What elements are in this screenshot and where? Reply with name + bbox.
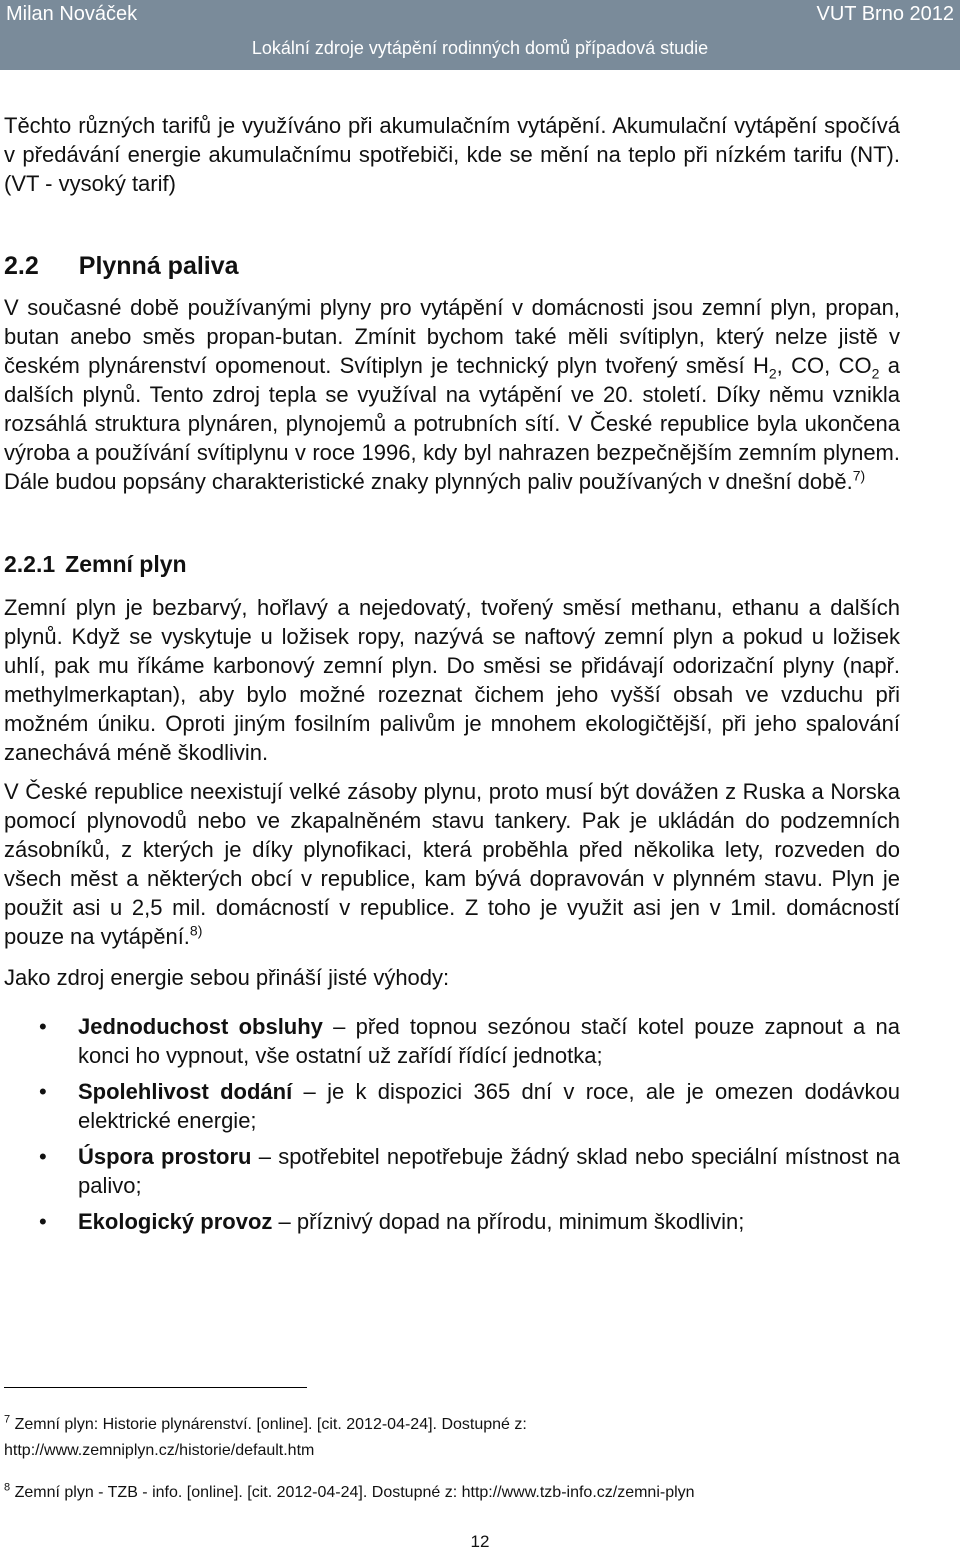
footnote-separator [4, 1387, 307, 1388]
section-paragraph [4, 293, 900, 496]
subsection-title: Zemní plyn [65, 551, 187, 577]
page-header [0, 0, 960, 70]
bullet-icon: • [39, 1014, 47, 1039]
page-body [4, 111, 900, 1243]
list-item-text: – příznivý dopad na přírodu, minimum škodlivin; [272, 1209, 745, 1234]
subsection-paragraph-1: Zemní plyn je bezbarvý, hořlavý a nejedovatý, tvořený směsí methanu, ethanu a dalších plynů. Když se vyskytuje u ložisek ropy, nazývá se naftový zemní plyn a pokud u ložisek uhlí, pak mu říkáme karbonový zemní plyn. Do směsi se přidávají odorizační plyny (např. methylmerkaptan), aby bylo možné rozeznat čichem jeho vyšší obsah ve vzduchu při možném úniku. Oproti jiným fosilním palivům je mnohem ekologičtější, při jeho spalování zanechává méně škodlivin. [4, 595, 900, 765]
footnote-mark: 7 [4, 1413, 11, 1426]
intro-paragraph: Těchto různých tarifů je využíváno při akumulačním vytápění. Akumulační vytápění spočívá v předávání energie akumulačnímu spotřebiči, kde se mění na teplo při nízkém tarifu (NT). (VT - vysoký tarif) [4, 113, 900, 196]
footnote-text: Zemní plyn: Historie plynárenství. [online]. [cit. 2012-04-24]. Dostupné z: [10, 1416, 527, 1433]
bullet-icon: • [39, 1209, 47, 1234]
page-number: 12 [470, 1532, 490, 1551]
header-subtitle: Lokální zdroje vytápění rodinných domů případová studie [251, 38, 709, 58]
list-item [4, 1077, 900, 1135]
list-item-term: Ekologický provoz [78, 1209, 273, 1234]
list-item-term: Jednoduchost obsluhy [78, 1014, 323, 1039]
section-text-part-2: , CO, CO [776, 353, 872, 378]
footnote-ref-7: 7) [852, 467, 866, 484]
footnote-text: Zemní plyn - TZB - info. [online]. [cit. 2012-04-24]. Dostupné z: http://www.tzb-info.cz/zemni-plyn [10, 1484, 695, 1501]
section-text-part-3: a dalších plynů. Tento zdroj tepla se využíval na vytápění ve 20. století. Díky němu vznikla rozsáhlá struktura plynáren, plynojemů a potrubních sítí. V České republice byla ukončena výroba a používání svítiplynu v roce 1996, kdy byl nahrazen bezpečnějším zemním plynem. Dále budou popsány charakteristické znaky plynných paliv používaných v dnešní době. [4, 353, 900, 494]
footnote-link[interactable]: http://www.zemniplyn.cz/historie/default.htm [4, 1442, 315, 1459]
list-item [4, 1207, 900, 1236]
list-item-term: Spolehlivost dodání [78, 1079, 293, 1104]
footnote-7 [4, 1412, 527, 1464]
list-item-text: – je k dispozici 365 dní v roce, ale je omezen dodávkou elektrické energie; [78, 1079, 901, 1133]
subsection-paragraph-2-text: V České republice neexistují velké zásoby plynu, proto musí být dovážen z Ruska a Norska pomocí plynovodů nebo ve zkapalněném stavu tankery. Pak je ukládán do podzemních zásobníků, z kterých je díky plynofikaci, která proběhla před několika lety, rozveden do všech měst a některých obcí v republice, kam bývá dopravován v plynném stavu. Plyn je použit asi u 2,5 mil. domácností v republice. Z toho je využit asi jen v 1mil. domácností pouze na vytápění. [4, 779, 900, 949]
section-text-part-1: V současné době používanými plyny pro vytápění v domácnosti jsou zemní plyn, propan, butan anebo směs propan-butan. Zmínit bychom také měli svítiplyn, který nelze jistě v českém plynárenství opomenout. Svítiplyn je technický plyn tvořený směsí H [4, 295, 900, 378]
footnote-ref-8: 8) [189, 922, 203, 939]
section-title: Plynná paliva [78, 252, 239, 280]
bullet-icon: • [39, 1079, 47, 1104]
subscript-co2: 2 [871, 365, 880, 382]
subscript-h2: 2 [768, 365, 777, 382]
subsection-paragraph-2 [4, 777, 900, 951]
list-item-text: – před topnou sezónou stačí kotel pouze zapnout a na konci ho vypnout, vše ostatní už zařídí řídící jednotka; [78, 1014, 900, 1068]
header-institution: VUT Brno 2012 [816, 3, 954, 25]
list-item-term: Úspora prostoru [78, 1144, 252, 1169]
section-heading [4, 252, 900, 281]
list-item-text: – spotřebitel nepotřebuje žádný sklad nebo speciální místnost na palivo; [78, 1144, 900, 1198]
subsection-number: 2.2.1 [4, 551, 56, 577]
list-item [4, 1142, 900, 1200]
header-author: Milan Nováček [6, 3, 138, 25]
bullet-icon: • [39, 1144, 47, 1169]
footnote-8 [4, 1480, 695, 1506]
subsection-paragraph-3: Jako zdroj energie sebou přináší jisté výhody: [4, 965, 450, 990]
footnote-mark: 8 [4, 1481, 11, 1494]
section-number: 2.2 [4, 252, 39, 280]
list-item [4, 1012, 900, 1070]
advantages-list [4, 1012, 900, 1236]
subsection-heading [4, 550, 900, 579]
